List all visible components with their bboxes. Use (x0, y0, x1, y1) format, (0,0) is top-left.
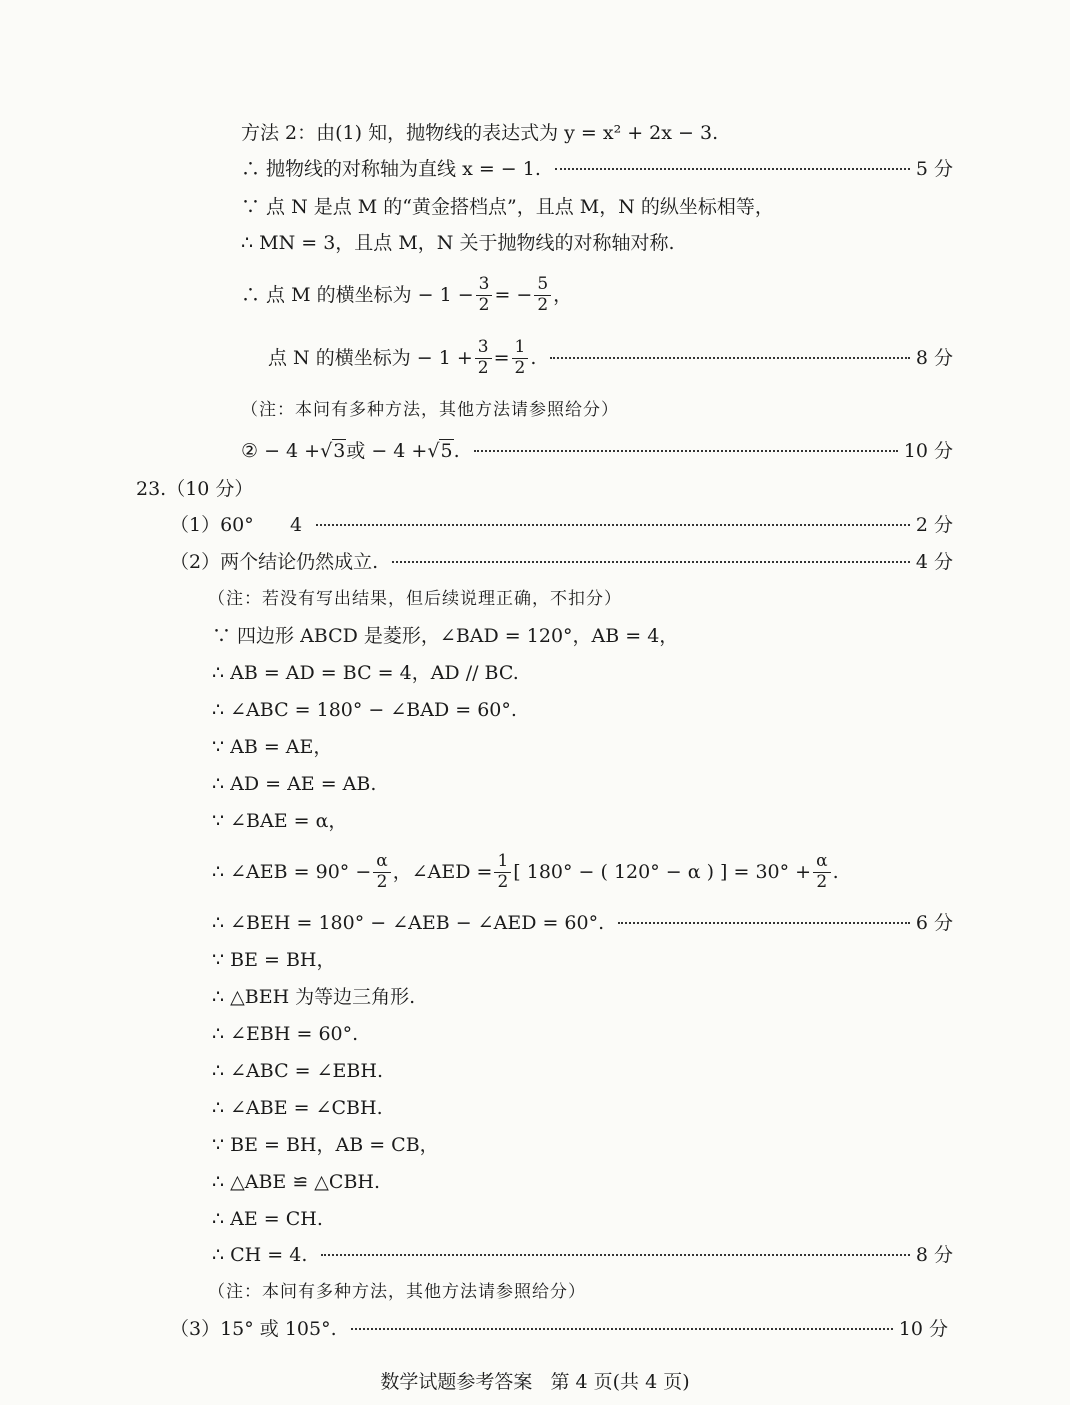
fraction (373, 850, 390, 892)
fraction (476, 273, 493, 315)
solution-line-fraction (212, 847, 839, 897)
solution-line: ∴ MN = 3，且点 M，N 关于抛物线的对称轴对称. (241, 232, 675, 254)
solution-line: ∴ AE = CH. (212, 1208, 323, 1230)
fraction (494, 850, 511, 892)
dot-leader (550, 357, 909, 359)
solution-line-fraction-scored (268, 333, 953, 383)
solution-line: ∴ ∠ABE = ∠CBH. (212, 1097, 383, 1119)
solution-line-scored (241, 438, 953, 464)
line-text: 或 − 4 + (346, 440, 428, 462)
line-text: [ 180° − ( 120° − α ) ] = 30° + (513, 861, 812, 883)
solution-line-fraction (241, 270, 572, 320)
numerator: α (373, 853, 390, 873)
numerator: 5 (534, 276, 551, 296)
radicand: 3 (333, 440, 346, 462)
square-root: √3 (320, 440, 346, 462)
dot-leader (618, 922, 910, 924)
dot-leader (351, 1328, 893, 1330)
line-text: （2）两个结论仍然成立. (170, 551, 379, 573)
line-text: ② − 4 + (241, 440, 321, 462)
numerator: 1 (512, 339, 529, 359)
square-root: √5 (427, 440, 453, 462)
dot-leader (321, 1254, 909, 1256)
line-text: ∴ CH = 4. (212, 1244, 308, 1266)
fraction (512, 336, 529, 378)
line-text: . (832, 861, 839, 883)
solution-line-scored (212, 1242, 953, 1268)
line-text: 点 N 的横坐标为 − 1 + (268, 347, 473, 369)
line-text: ∴ 抛物线的对称轴为直线 x = − 1. (241, 158, 541, 180)
line-text: （1）60° 4 (170, 514, 303, 536)
solution-line: ∵ BE = BH，AB = CB， (212, 1134, 439, 1156)
solution-line: ∵ AB = AE， (212, 736, 333, 758)
solution-line: ∵ ∠BAE = α， (212, 810, 348, 832)
solution-line-scored (170, 1316, 948, 1342)
numerator: 3 (475, 339, 492, 359)
page-footer: 数学试题参考答案 第 4 页(共 4 页) (380, 1371, 690, 1393)
line-text: = − (494, 284, 533, 306)
denominator: 2 (497, 871, 509, 892)
denominator: 2 (537, 294, 549, 315)
score-label: 5 分 (915, 158, 953, 180)
line-text: ∴ ∠BEH = 180° − ∠AEB − ∠AED = 60°. (212, 912, 605, 934)
fraction (534, 273, 551, 315)
dot-leader (555, 168, 910, 170)
score-label: 10 分 (903, 440, 953, 462)
question-heading: 23.（10 分） (136, 478, 254, 500)
solution-line: ∴ ∠ABC = 180° − ∠BAD = 60°. (212, 699, 517, 721)
score-label: 8 分 (915, 347, 953, 369)
dot-leader (474, 450, 898, 452)
solution-line: ∴ ∠EBH = 60°. (212, 1023, 359, 1045)
note-line: （注：若没有写出结果，但后续说理正确，不扣分） (208, 589, 622, 609)
solution-line: ∵ 四边形 ABCD 是菱形，∠BAD = 120°，AB = 4， (212, 625, 679, 647)
solution-line: ∴ ∠ABC = ∠EBH. (212, 1060, 383, 1082)
dot-leader (392, 561, 910, 563)
radicand: 5 (440, 440, 453, 462)
score-label: 4 分 (915, 551, 953, 573)
line-text: . (453, 440, 460, 462)
denominator: 2 (816, 871, 828, 892)
fraction (813, 850, 830, 892)
line-text: ∴ 点 M 的横坐标为 − 1 − (241, 284, 474, 306)
denominator: 2 (477, 357, 489, 378)
solution-line: ∴ AD = AE = AB. (212, 773, 377, 795)
score-label: 8 分 (915, 1244, 953, 1266)
note-line: （注：本问有多种方法，其他方法请参照给分） (241, 400, 619, 420)
line-text: ，∠AED = (392, 861, 493, 883)
solution-line-scored (170, 549, 953, 575)
line-text: . (530, 347, 537, 369)
numerator: 1 (494, 853, 511, 873)
denominator: 2 (376, 871, 388, 892)
score-label: 2 分 (915, 514, 953, 536)
line-text: （3）15° 或 105°. (170, 1318, 337, 1340)
score-label: 6 分 (915, 912, 953, 934)
fraction (475, 336, 492, 378)
line-text: = (493, 347, 510, 369)
solution-line-scored (241, 156, 953, 182)
solution-line: ∴ △BEH 为等边三角形. (212, 986, 416, 1008)
solution-line-scored (212, 910, 953, 936)
solution-line: ∵ BE = BH， (212, 949, 336, 971)
score-label: 10 分 (898, 1318, 948, 1340)
line-text: ∴ ∠AEB = 90° − (212, 861, 372, 883)
solution-line-scored (170, 512, 953, 538)
solution-line: 方法 2：由(1) 知，抛物线的表达式为 y = x² + 2x − 3. (241, 122, 719, 144)
line-text: ， (553, 284, 573, 306)
solution-line: ∴ AB = AD = BC = 4，AD // BC. (212, 662, 519, 684)
numerator: 3 (476, 276, 493, 296)
solution-line: ∴ △ABE ≌ △CBH. (212, 1171, 381, 1193)
denominator: 2 (478, 294, 490, 315)
numerator: α (813, 853, 830, 873)
solution-line: ∵ 点 N 是点 M 的“黄金搭档点”，且点 M，N 的纵坐标相等， (241, 196, 774, 218)
dot-leader (316, 524, 910, 526)
denominator: 2 (514, 357, 526, 378)
note-line: （注：本问有多种方法，其他方法请参照给分） (208, 1282, 586, 1302)
